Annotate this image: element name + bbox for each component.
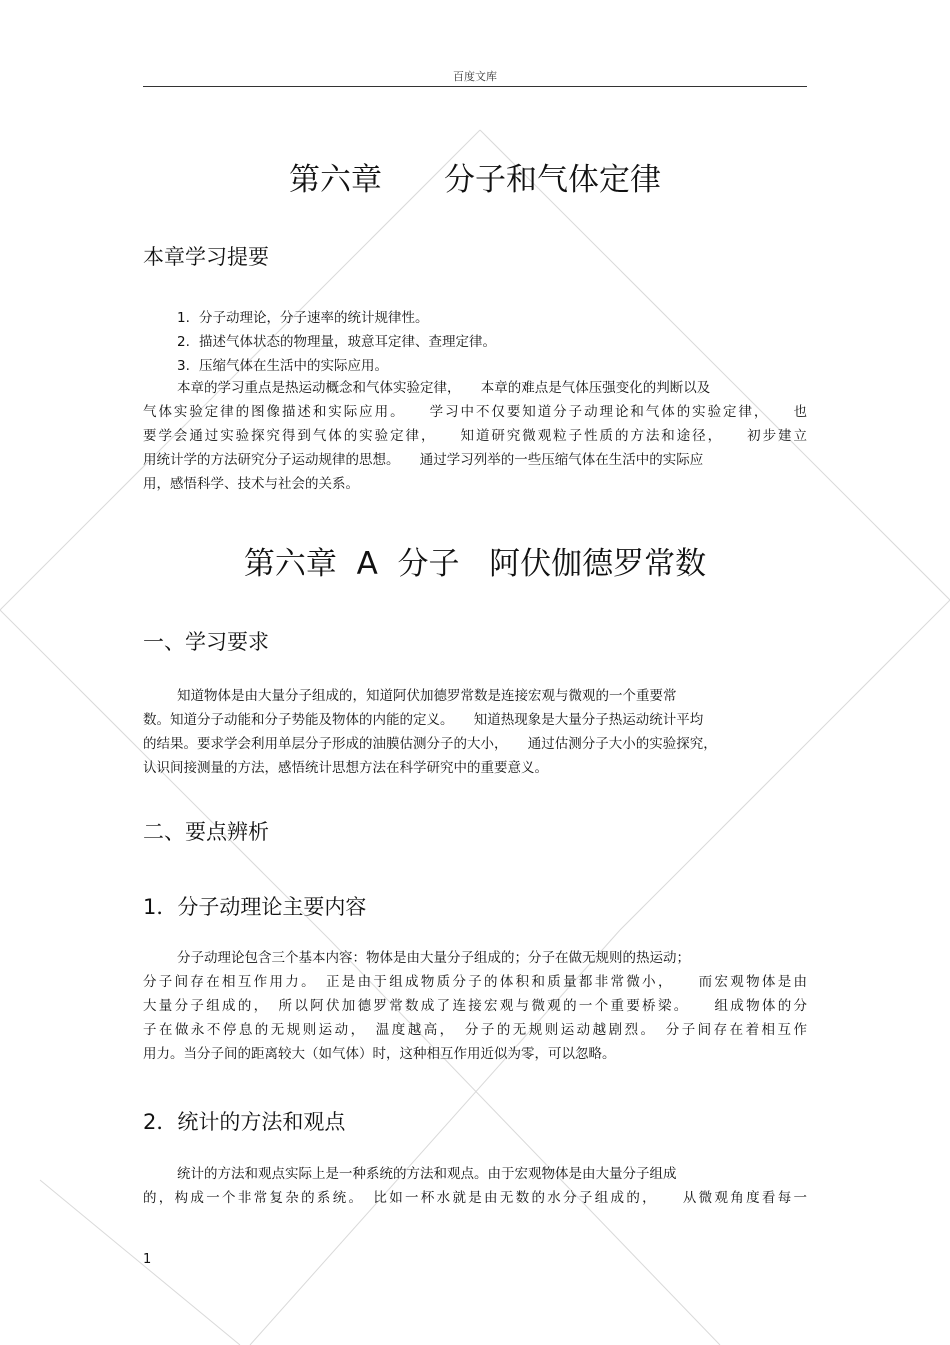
paragraph-line: 数。知道分子动能和分子势能及物体的内能的定义。 知道热现象是大量分子热运动统计平均 bbox=[143, 712, 704, 728]
paragraph-line: 大量分子组成的， 所以阿伏加德罗常数成了连接宏观与微观的一个重要桥梁。 组成物体的分 bbox=[143, 998, 807, 1014]
subsection-heading-kinetic-theory: 1．分子动理论主要内容 bbox=[143, 895, 367, 919]
header-divider bbox=[143, 86, 807, 87]
paragraph-line: 用力。当分子间的距离较大（如气体）时，这种相互作用近似为零，可以忽略。 bbox=[143, 1046, 616, 1062]
page-header: 百度文库 bbox=[453, 70, 497, 83]
list-item: 1. 分子动理论，分子速率的统计规律性。 bbox=[177, 310, 429, 326]
summary-paragraph bbox=[143, 376, 807, 496]
page-number: 1 bbox=[143, 1252, 152, 1267]
subsection-heading-statistics: 2．统计的方法和观点 bbox=[143, 1110, 346, 1134]
kinetic-theory-paragraph bbox=[143, 946, 807, 1066]
paragraph-line: 本章的学习重点是热运动概念和气体实验定律， 本章的难点是气体压强变化的判断以及 bbox=[177, 380, 711, 396]
paragraph-line: 的，构成一个非常复杂的系统。 比如一杯水就是由无数的水分子组成的， 从微观角度看每一 bbox=[143, 1190, 807, 1206]
paragraph-line: 的结果。要求学会利用单层分子形成的油膜估测分子的大小， 通过估测分子大小的实验探究， bbox=[143, 736, 717, 752]
watermark-line bbox=[480, 130, 950, 600]
paragraph-line: 分子动理论包含三个基本内容：物体是由大量分子组成的；分子在做无规则的热运动； bbox=[177, 950, 690, 966]
learning-requirements-paragraph bbox=[143, 684, 807, 780]
learning-requirements-heading: 一、学习要求 bbox=[143, 630, 269, 654]
paragraph-line: 用统计学的方法研究分子运动规律的思想。 通过学习列举的一些压缩气体在生活中的实际应 bbox=[143, 452, 704, 468]
paragraph-line: 认识间接测量的方法，感悟统计思想方法在科学研究中的重要意义。 bbox=[143, 760, 548, 776]
key-points-heading: 二、要点辨析 bbox=[143, 820, 269, 844]
paragraph-line: 要学会通过实验探究得到气体的实验定律， 知道研究微观粒子性质的方法和途径， 初步建立 bbox=[143, 428, 807, 444]
statistics-paragraph bbox=[143, 1162, 807, 1210]
list-item: 3. 压缩气体在生活中的实际应用。 bbox=[177, 358, 388, 374]
paragraph-line: 知道物体是由大量分子组成的，知道阿伏加德罗常数是连接宏观与微观的一个重要常 bbox=[177, 688, 677, 704]
list-item: 2. 描述气体状态的物理量，玻意耳定律、查理定律。 bbox=[177, 334, 496, 350]
paragraph-line: 子在做永不停息的无规则运动， 温度越高， 分子的无规则运动越剧烈。 分子间存在着相互作 bbox=[143, 1022, 807, 1038]
paragraph-line: 用，感悟科学、技术与社会的关系。 bbox=[143, 476, 359, 492]
paragraph-line: 分子间存在相互作用力。 正是由于组成物质分子的体积和质量都非常微小， 而宏观物体是由 bbox=[143, 974, 807, 990]
paragraph-line: 气体实验定律的图像描述和实际应用。 学习中不仅要知道分子动理论和气体的实验定律， 也 bbox=[143, 404, 807, 420]
chapter-title: 第六章 分子和气体定律 bbox=[289, 162, 661, 198]
summary-list bbox=[177, 306, 496, 378]
summary-heading: 本章学习提要 bbox=[143, 245, 269, 269]
paragraph-line: 统计的方法和观点实际上是一种系统的方法和观点。由于宏观物体是由大量分子组成 bbox=[177, 1166, 677, 1182]
section-a-title: 第六章 A 分子 阿伏伽德罗常数 bbox=[243, 546, 707, 582]
